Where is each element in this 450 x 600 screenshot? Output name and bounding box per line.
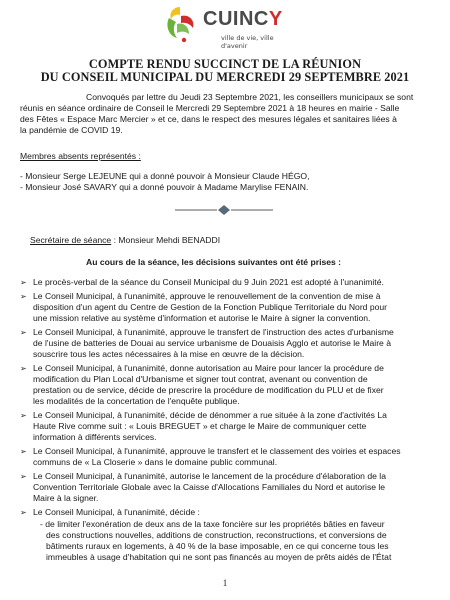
sub-item-line: - de limiter l'exonération de deux ans de la taxe foncière sur les propriétés bâties en faveur	[40, 519, 385, 529]
arrow-bullet-icon: ➢	[20, 364, 27, 373]
decision-line: Le Conseil Municipal, à l'unanimité, décide de dénommer a rue située à la zone d'activités La	[33, 410, 387, 420]
absent-item: - Monsieur Serge LEJEUNE qui a donné pouvoir à Monsieur Claude HÉGO,	[20, 171, 310, 181]
secretary-label: Secrétaire de séance	[30, 235, 112, 245]
decision-line: Maire à la signer.	[33, 493, 99, 503]
arrow-bullet-icon: ➢	[20, 472, 27, 481]
decision-line: Le Conseil Municipal, à l'unanimité, donne autorisation au Maire pour lancer la procédure de	[33, 363, 384, 373]
decision-line: communs de « La Closerie » dans le domaine public communal.	[33, 457, 278, 467]
decision-line: Le Conseil Municipal, à l'unanimité, approuve le transfert de l'instruction des actes d'urbanisme	[33, 327, 394, 337]
arrow-bullet-icon: ➢	[20, 278, 27, 287]
intro-line: Convoqués par lettre du Jeudi 23 Septembre 2021, les conseillers municipaux se sont	[86, 92, 414, 102]
decision-line: disposition d'un agent du Centre de Gestion de la Fonction Publique Territoriale du Nord pour	[33, 302, 388, 312]
sub-item-line: immeubles à usage d'habitation qui ne sont pas financés au moyen de prêts aidés de l'État	[46, 552, 392, 562]
decision-line: prestation ou de service, décide de prescrire la procédure de modification du PLU et de fixer	[33, 385, 384, 395]
absent-item: - Monsieur José SAVARY qui a donné pouvoir à Madame Marylise FENAIN.	[20, 182, 309, 192]
decision-line: Le Conseil Municipal, à l'unanimité, autorise le lancement de la procédure d'élaboration de la	[33, 471, 386, 481]
cuincy-logo	[163, 4, 293, 54]
decision-line: information à différents services.	[33, 432, 157, 442]
decision-line: Le Conseil Municipal, à l'unanimité, approuve le transfert et le classement des voiries et espaces	[33, 446, 401, 456]
decision-line: Le procès-verbal de la séance du Conseil Municipal du 9 Juin 2021 est adopté à l'unanimité.	[33, 277, 384, 287]
decision-line: les modalités de la concertation de l'enquête publique.	[33, 396, 240, 406]
decision-line: une mission relative au système d'information et autorise le Maire à signer la convention.	[33, 313, 371, 323]
arrow-bullet-icon: ➢	[20, 411, 27, 420]
arrow-bullet-icon: ➢	[20, 508, 27, 517]
absent-heading: Membres absents représentés :	[20, 151, 141, 161]
intro-line: la pandémie de COVID 19.	[20, 125, 123, 135]
sub-item-line: des constructions nouvelles, additions de construction, reconstructions, et conversions de	[46, 530, 387, 540]
decision-line: Le Conseil Municipal, à l'unanimité, décide :	[33, 507, 200, 517]
arrow-bullet-icon: ➢	[20, 328, 27, 337]
arrow-bullet-icon: ➢	[20, 292, 27, 301]
document-title-line-2: DU CONSEIL MUNICIPAL DU MERCREDI 29 SEPTEMBRE 2021	[40, 70, 410, 84]
decisions-heading: Au cours de la séance, les décisions suivantes ont été prises :	[86, 257, 342, 267]
arrow-bullet-icon: ➢	[20, 447, 27, 456]
intro-line: réunis en séance ordinaire de Conseil le Mercredi 29 Septembre 2021 à 18 heures en mairie - Salle	[20, 103, 400, 113]
logo-wordmark: CUINCY	[203, 8, 283, 30]
cuincy-logo-mark-icon	[163, 4, 197, 44]
decision-line: Le Conseil Municipal, à l'unanimité, approuve le renouvellement de la convention de mise à	[33, 291, 381, 301]
secretary-value: : Monsieur Mehdi BENADDI	[111, 235, 221, 245]
sub-item-line: bâtiments ruraux en logements, à 40 % de la base imposable, en ce qui concerne tous les	[46, 541, 389, 551]
document-title-line-1: COMPTE RENDU SUCCINCT DE LA RÉUNION	[88, 57, 362, 71]
decision-line: Haute Rive comme suit : « Louis BREGUET » et charge le Maire de communiquer cette	[33, 421, 367, 431]
secretary-line	[30, 235, 220, 246]
decision-line: de l'usine de batteries de Douai au service urbanisme de Douaisis Agglo et autorise le Maire à	[33, 338, 392, 348]
decision-line: Convention Territoriale Globale avec la Caisse d'Allocations Familiales du Nord et autorise le	[33, 482, 386, 492]
page-number: 1	[222, 578, 228, 588]
ornament-divider-icon	[175, 204, 273, 216]
logo-tagline: ville de vie, ville d'avenir	[221, 34, 274, 50]
intro-line: des Fêtes « Espace Marc Mercier » et ce, dans le respect des mesures légales et sanitaires liées à	[20, 114, 397, 124]
decision-line: modification du Plan Local d'Urbanisme et signer tout contrat, avenant ou convention de	[33, 374, 368, 384]
decision-line: souscrire tous les actes nécessaires à la mise en œuvre de la décision.	[33, 349, 305, 359]
